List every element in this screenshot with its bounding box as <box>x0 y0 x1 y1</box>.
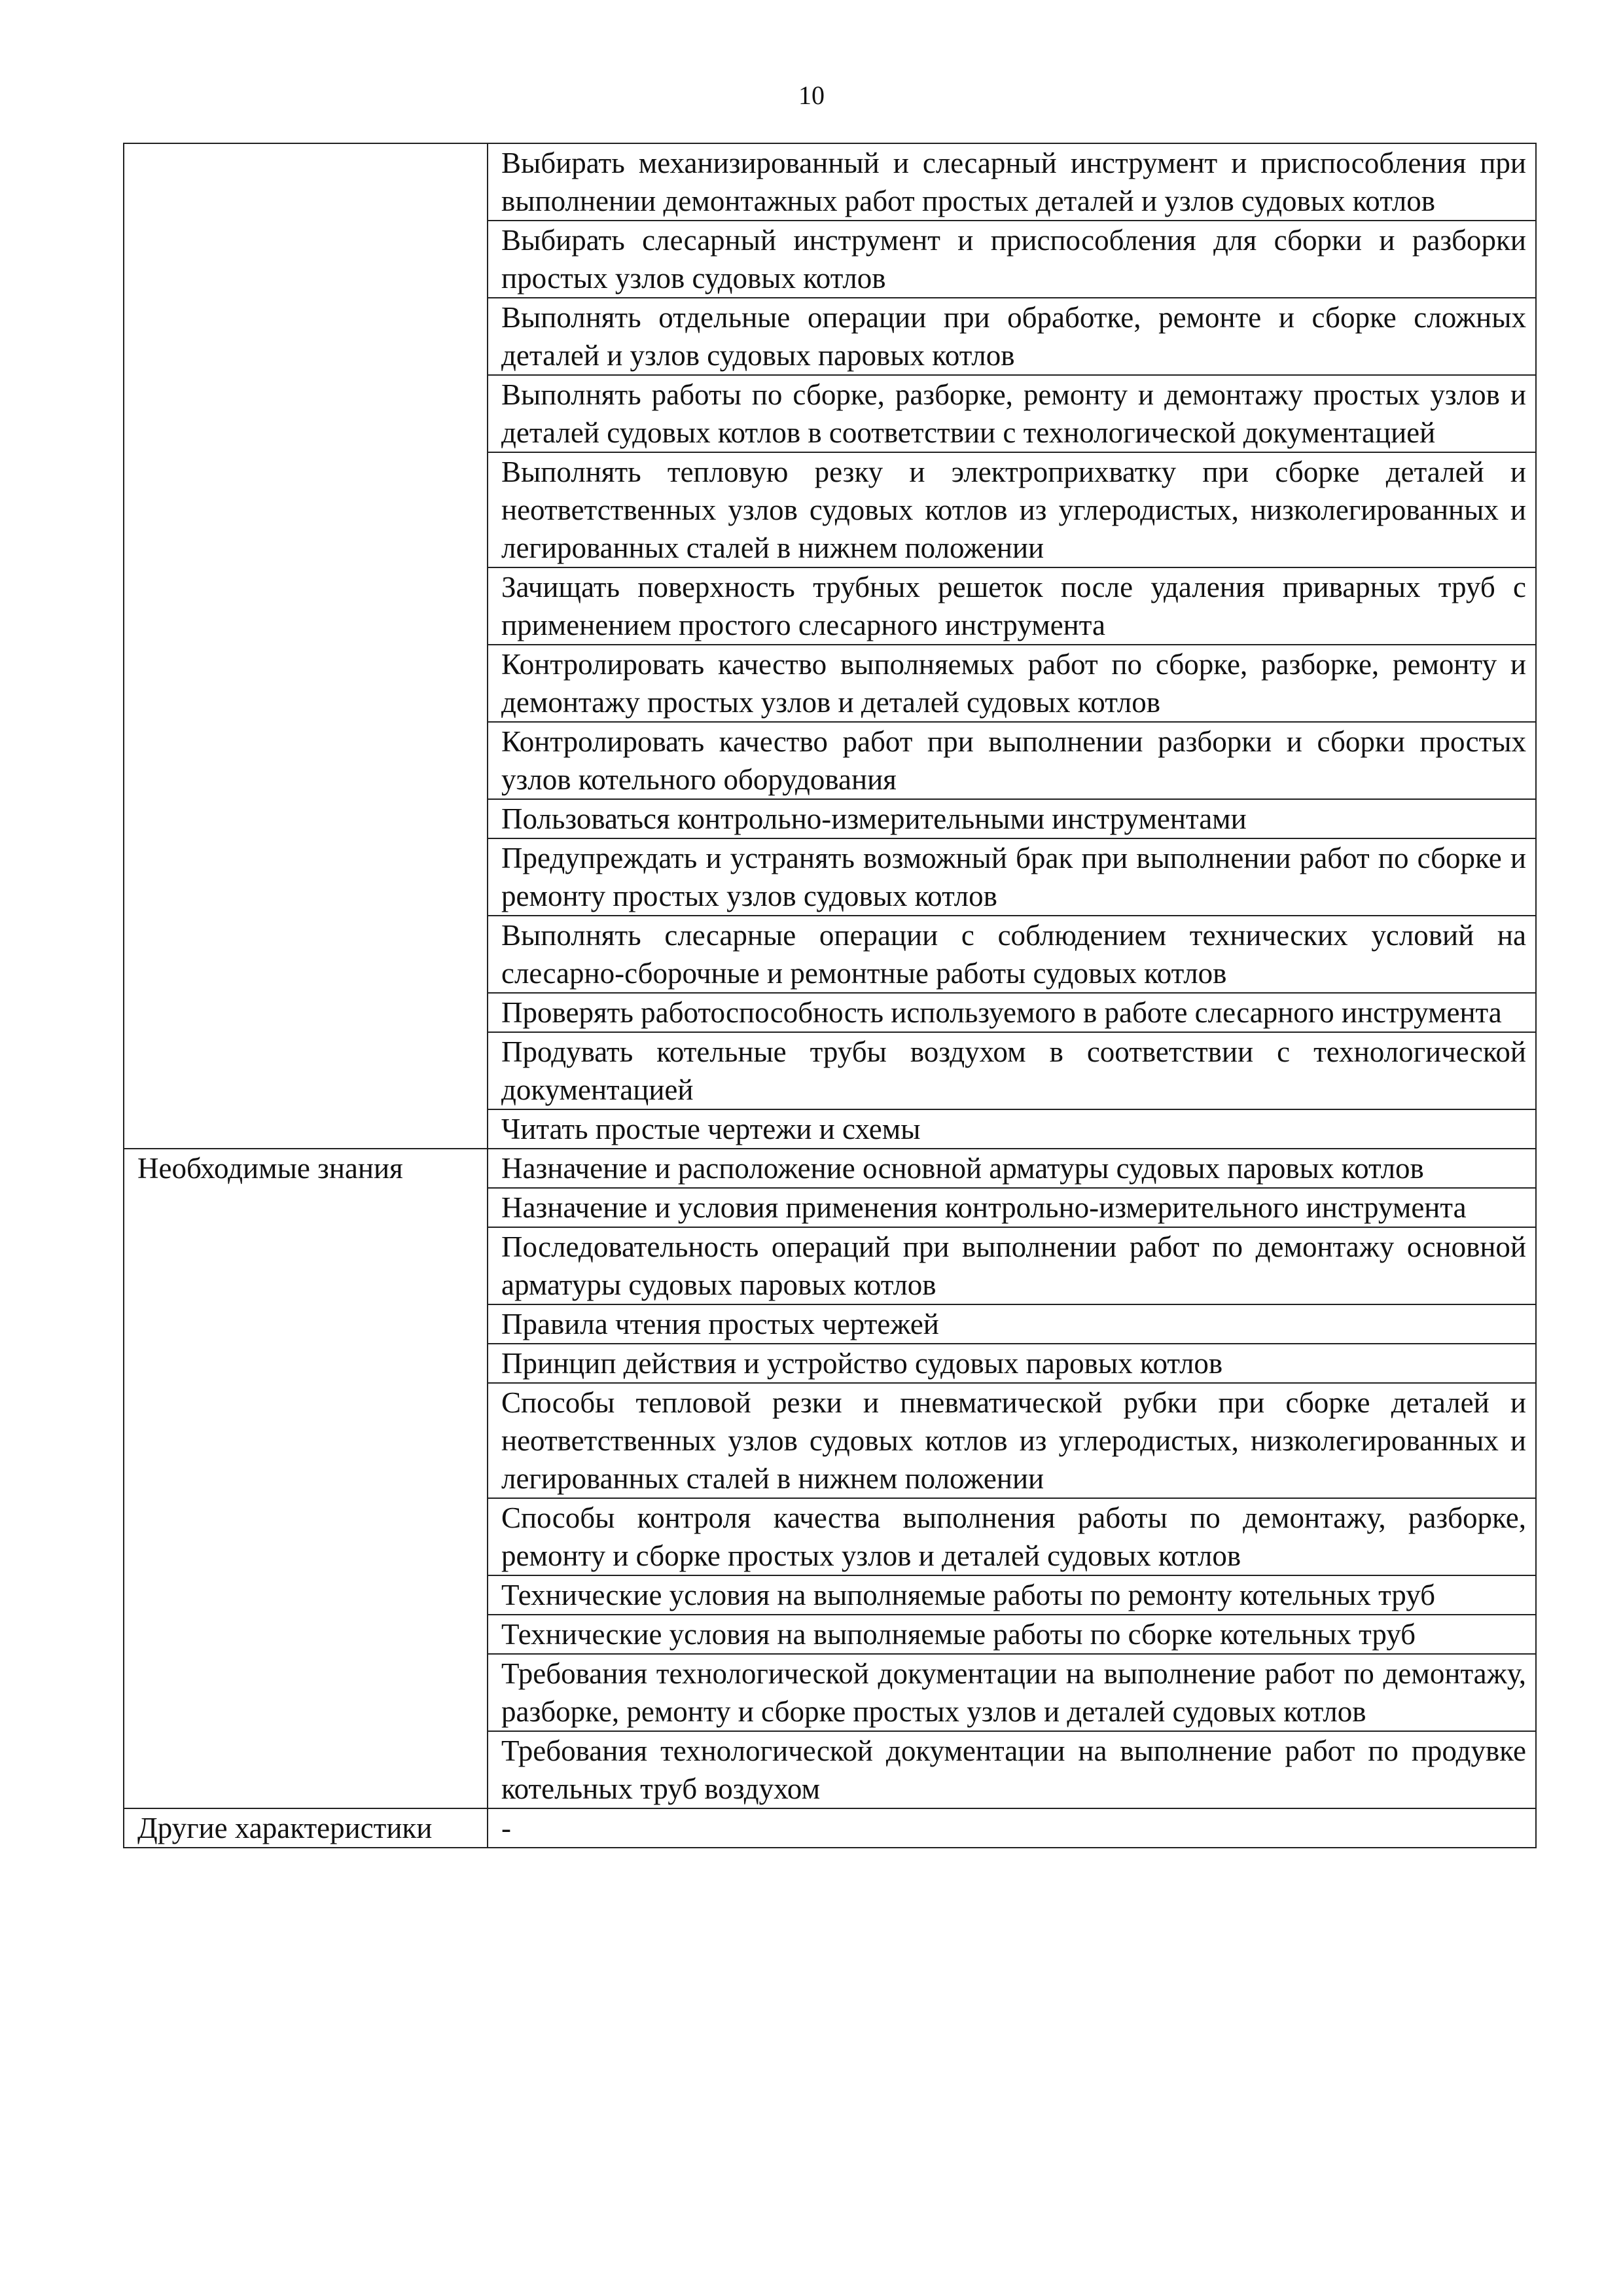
table-cell-item: Пользоваться контрольно-измерительными инструментами <box>488 799 1536 838</box>
table-cell-item: Технические условия на выполняемые работы по ремонту котельных труб <box>488 1575 1536 1615</box>
table-cell-item: Выполнять отдельные операции при обработке, ремонте и сборке сложных деталей и узлов судовых паровых котлов <box>488 298 1536 375</box>
table-body <box>124 143 1536 1848</box>
table-cell-item: Назначение и условия применения контрольно-измерительного инструмента <box>488 1188 1536 1227</box>
table-cell-item: Выполнять слесарные операции с соблюдением технических условий на слесарно-сборочные и ремонтные работы судовых котлов <box>488 916 1536 993</box>
table-cell-item: Принцип действия и устройство судовых паровых котлов <box>488 1344 1536 1383</box>
table-cell-item: Назначение и расположение основной арматуры судовых паровых котлов <box>488 1149 1536 1188</box>
table-cell-item: Продувать котельные трубы воздухом в соответствии с технологической документацией <box>488 1032 1536 1109</box>
table-cell-item: Читать простые чертежи и схемы <box>488 1109 1536 1149</box>
table-row <box>124 1808 1536 1848</box>
table-row <box>124 143 1536 221</box>
table-cell-item: Требования технологической документации на выполнение работ по демонтажу, разборке, ремонту и сборке простых узлов и деталей судовых котлов <box>488 1654 1536 1731</box>
table-cell-item: - <box>488 1808 1536 1848</box>
knowledge-section-label: Необходимые знания <box>124 1149 488 1808</box>
skills-section-label <box>124 143 488 1149</box>
table-cell-item: Контролировать качество выполняемых работ по сборке, разборке, ремонту и демонтажу простых узлов и деталей судовых котлов <box>488 645 1536 722</box>
table-cell-item: Способы контроля качества выполнения работы по демонтажу, разборке, ремонту и сборке простых узлов и деталей судовых котлов <box>488 1498 1536 1575</box>
table-cell-item: Правила чтения простых чертежей <box>488 1304 1536 1344</box>
table-cell-item: Выбирать слесарный инструмент и приспособления для сборки и разборки простых узлов судовых котлов <box>488 221 1536 298</box>
table-cell-item: Требования технологической документации на выполнение работ по продувке котельных труб воздухом <box>488 1731 1536 1808</box>
qualification-table <box>123 143 1537 1848</box>
table-row <box>124 1149 1536 1188</box>
other-section-label: Другие характеристики <box>124 1808 488 1848</box>
table-cell-item: Выполнять тепловую резку и электроприхватку при сборке деталей и неответственных узлов судовых котлов из углеродистых, низколегированных и легированных сталей в нижнем положении <box>488 452 1536 567</box>
table-cell-item: Выполнять работы по сборке, разборке, ремонту и демонтажу простых узлов и деталей судовых котлов в соответствии с технологической документацией <box>488 375 1536 452</box>
table-cell-item: Контролировать качество работ при выполнении разборки и сборки простых узлов котельного оборудования <box>488 722 1536 799</box>
table-cell-item: Способы тепловой резки и пневматической рубки при сборке деталей и неответственных узлов судовых котлов из углеродистых, низколегированных и легированных сталей в нижнем положении <box>488 1383 1536 1498</box>
table-cell-item: Технические условия на выполняемые работы по сборке котельных труб <box>488 1615 1536 1654</box>
table-cell-item: Предупреждать и устранять возможный брак при выполнении работ по сборке и ремонту простых узлов судовых котлов <box>488 838 1536 916</box>
table-cell-item: Выбирать механизированный и слесарный инструмент и приспособления при выполнении демонтажных работ простых деталей и узлов судовых котлов <box>488 143 1536 221</box>
table-cell-item: Проверять работоспособность используемого в работе слесарного инструмента <box>488 993 1536 1032</box>
table-cell-item: Последовательность операций при выполнении работ по демонтажу основной арматуры судовых паровых котлов <box>488 1227 1536 1304</box>
page-number: 10 <box>798 81 825 110</box>
table-cell-item: Зачищать поверхность трубных решеток после удаления приварных труб с применением простого слесарного инструмента <box>488 567 1536 645</box>
